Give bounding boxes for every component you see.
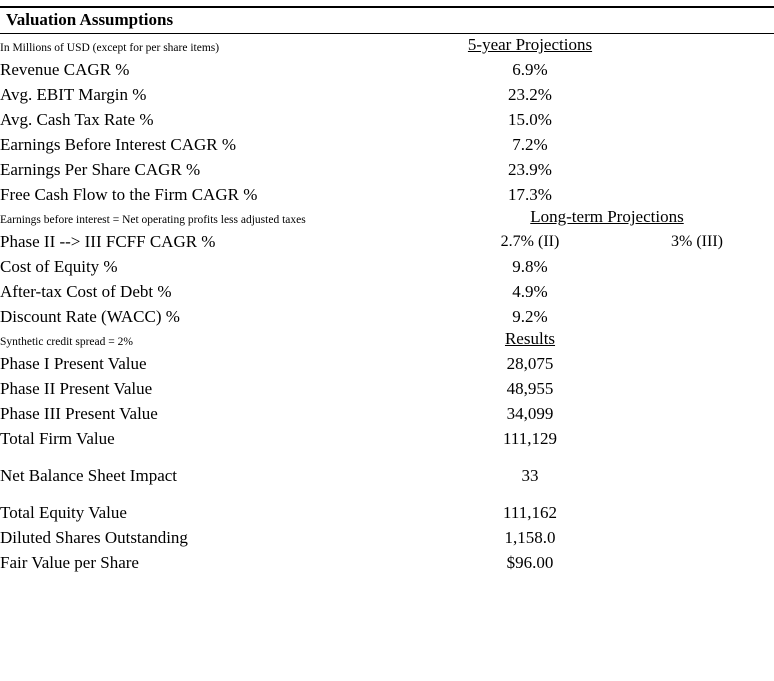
row-value-wacc: 9.2% <box>512 307 548 326</box>
empty-cell <box>620 524 774 549</box>
empty-cell <box>620 303 774 328</box>
valuation-assumptions-sheet <box>0 6 774 681</box>
table-row <box>0 206 774 228</box>
empty-cell <box>620 549 774 574</box>
empty-cell <box>0 450 440 462</box>
row-label-revenue-cagr: Revenue CAGR % <box>0 60 130 79</box>
row-label-ebit-margin: Avg. EBIT Margin % <box>0 85 147 104</box>
row-value-diluted-shares: 1,158.0 <box>504 528 556 547</box>
table-row <box>0 228 774 253</box>
table-row <box>0 499 774 524</box>
empty-cell <box>440 450 620 462</box>
table-row <box>0 375 774 400</box>
empty-cell <box>620 400 774 425</box>
row-value-phase2-pv: 48,955 <box>506 379 554 398</box>
row-label-ebi-cagr: Earnings Before Interest CAGR % <box>0 135 237 154</box>
empty-cell <box>620 425 774 450</box>
table-row <box>0 34 774 56</box>
row-label-phase3-pv: Phase III Present Value <box>0 404 158 423</box>
empty-cell <box>620 487 774 499</box>
row-value-ebi-cagr: 7.2% <box>512 135 548 154</box>
long-term-header: Long-term Projections <box>530 207 684 226</box>
row-value-cost-of-debt: 4.9% <box>512 282 548 301</box>
table-row <box>0 131 774 156</box>
empty-cell <box>620 106 774 131</box>
row-value-net-balance-sheet-impact: 33 <box>521 466 539 485</box>
empty-cell <box>620 253 774 278</box>
row-label-total-equity-value: Total Equity Value <box>0 503 127 522</box>
empty-cell <box>620 328 774 350</box>
row-label-phase-fcff-cagr: Phase II --> III FCFF CAGR % <box>0 232 216 251</box>
table-row <box>0 549 774 574</box>
table-row <box>0 303 774 328</box>
empty-cell <box>440 487 620 499</box>
row-value-eps-cagr: 23.9% <box>508 160 552 179</box>
row-label-cost-of-equity: Cost of Equity % <box>0 257 118 276</box>
row-value-total-equity-value: 111,162 <box>503 503 557 522</box>
table-row <box>0 462 774 487</box>
row-value-ebit-margin: 23.2% <box>508 85 552 104</box>
row-label-phase1-pv: Phase I Present Value <box>0 354 147 373</box>
five-year-header: 5-year Projections <box>467 35 593 54</box>
empty-cell <box>620 375 774 400</box>
table-row <box>0 106 774 131</box>
row-value-phase3-pv: 34,099 <box>506 404 554 423</box>
table-row <box>0 425 774 450</box>
units-note: In Millions of USD (except for per share items) <box>0 42 220 54</box>
row-value-fcff-cagr: 17.3% <box>508 185 552 204</box>
table-row <box>0 350 774 375</box>
credit-spread-footnote: Synthetic credit spread = 2% <box>0 336 133 348</box>
row-value-phase3-cagr: 3% (III) <box>671 233 723 250</box>
row-label-cash-tax-rate: Avg. Cash Tax Rate % <box>0 110 154 129</box>
empty-cell <box>0 487 440 499</box>
empty-cell <box>620 81 774 106</box>
empty-cell <box>620 350 774 375</box>
row-label-phase2-pv: Phase II Present Value <box>0 379 153 398</box>
empty-cell <box>620 34 774 56</box>
row-value-phase1-pv: 28,075 <box>506 354 554 373</box>
table-row <box>0 156 774 181</box>
row-label-cost-of-debt: After-tax Cost of Debt % <box>0 282 172 301</box>
spacer-row <box>0 487 774 499</box>
table-row <box>0 253 774 278</box>
row-label-total-firm-value: Total Firm Value <box>0 429 115 448</box>
row-value-fair-value-per-share: $96.00 <box>506 553 554 572</box>
row-label-fcff-cagr: Free Cash Flow to the Firm CAGR % <box>0 185 258 204</box>
row-label-fair-value-per-share: Fair Value per Share <box>0 553 139 572</box>
empty-cell <box>620 499 774 524</box>
row-label-wacc: Discount Rate (WACC) % <box>0 307 180 326</box>
table-row <box>0 181 774 206</box>
row-label-eps-cagr: Earnings Per Share CAGR % <box>0 160 201 179</box>
results-header: Results <box>504 329 556 348</box>
table-row <box>0 400 774 425</box>
ebit-footnote: Earnings before interest = Net operating profits less adjusted taxes <box>0 214 306 226</box>
table-row <box>0 278 774 303</box>
table-row <box>0 81 774 106</box>
empty-cell <box>620 462 774 487</box>
sheet-title-bar <box>0 6 774 34</box>
row-value-total-firm-value: 111,129 <box>503 429 557 448</box>
table-row <box>0 524 774 549</box>
row-value-cost-of-equity: 9.8% <box>512 257 548 276</box>
row-label-diluted-shares: Diluted Shares Outstanding <box>0 528 188 547</box>
row-value-phase2-cagr: 2.7% (II) <box>500 233 560 250</box>
empty-cell <box>620 181 774 206</box>
table-row <box>0 56 774 81</box>
empty-cell <box>620 56 774 81</box>
spacer-row <box>0 450 774 462</box>
valuation-table <box>0 34 774 574</box>
empty-cell <box>620 156 774 181</box>
row-value-revenue-cagr: 6.9% <box>512 60 548 79</box>
page-title: Valuation Assumptions <box>6 10 174 29</box>
empty-cell <box>620 131 774 156</box>
row-value-cash-tax-rate: 15.0% <box>508 110 552 129</box>
row-label-net-balance-sheet-impact: Net Balance Sheet Impact <box>0 466 178 485</box>
empty-cell <box>620 278 774 303</box>
table-row <box>0 328 774 350</box>
empty-cell <box>620 450 774 462</box>
